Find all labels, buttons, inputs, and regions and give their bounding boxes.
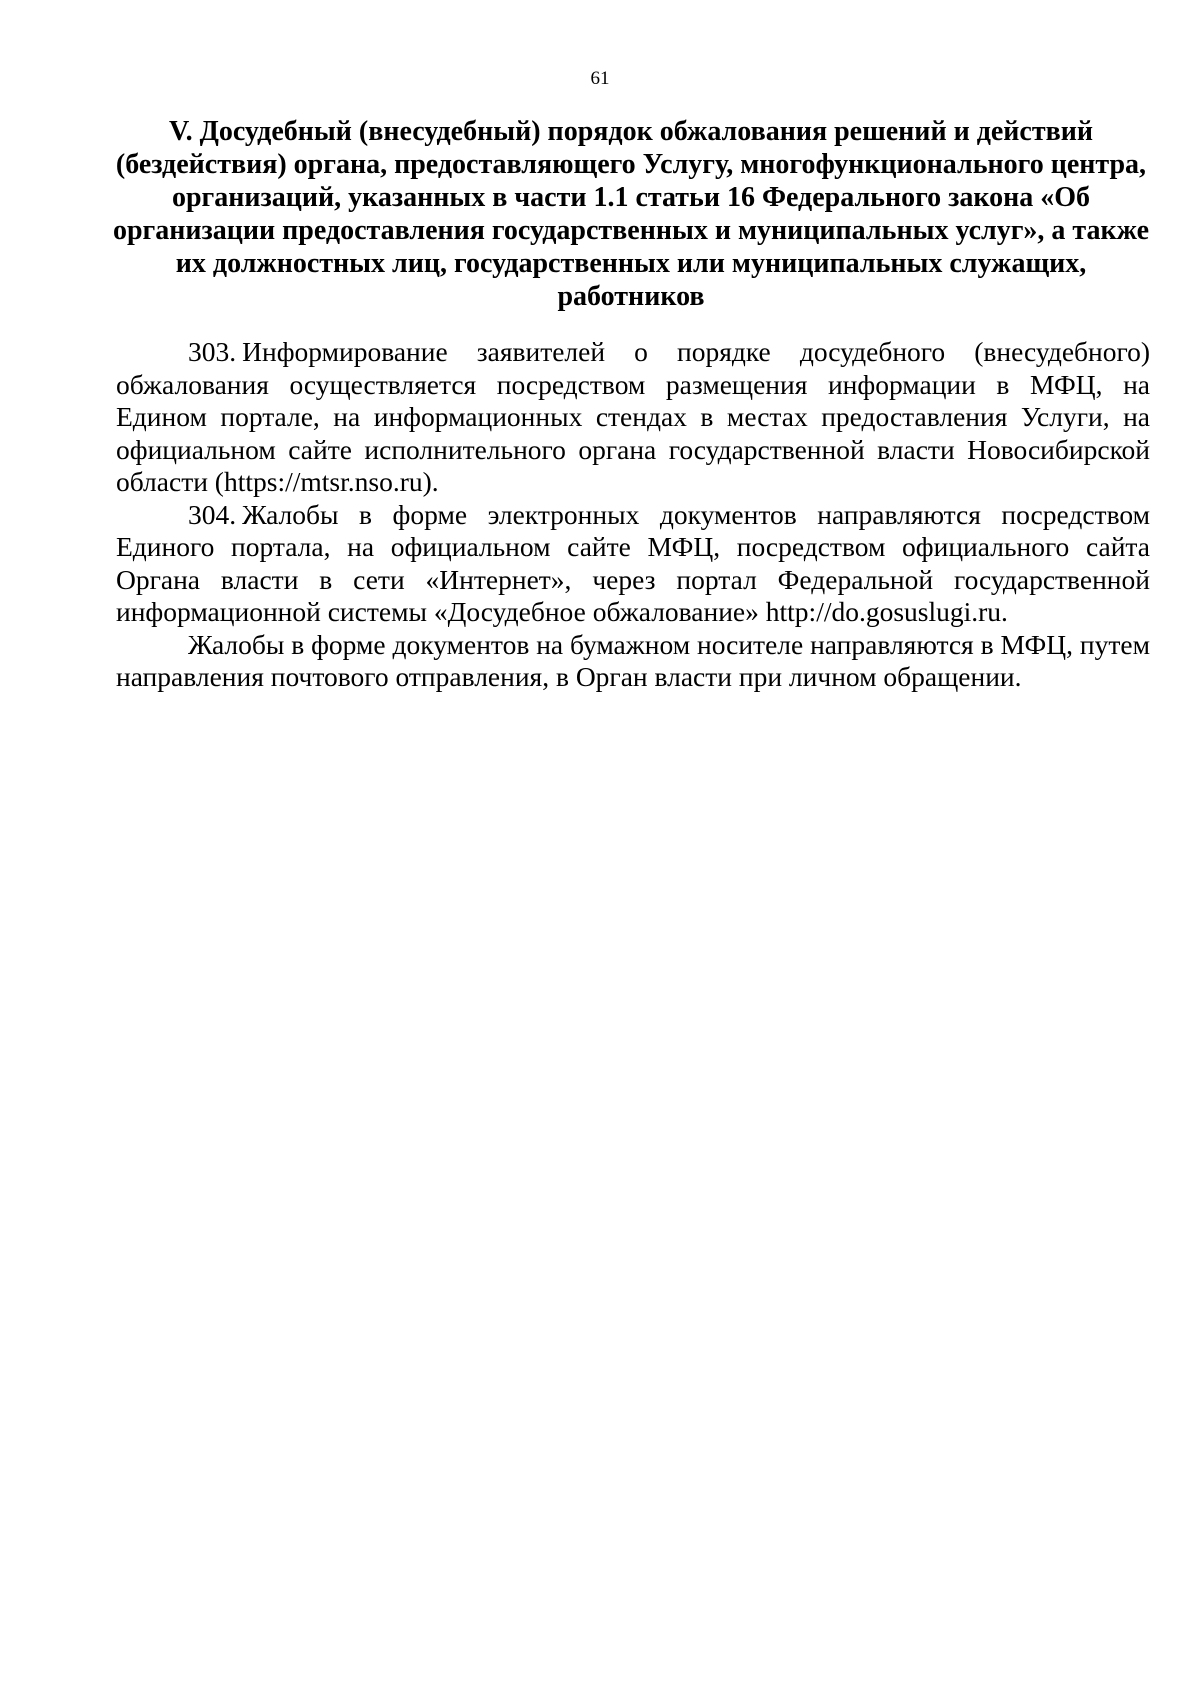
page-number: 61 — [590, 68, 610, 89]
document-body — [116, 336, 1150, 694]
section-heading: V. Досудебный (внесудебный) порядок обжалования решений и действий (бездействия) органа, предоставляющего Услугу, многофункционального центра, организаций, указанных в части 1.1 статьи 16 Федерального закона «Об организации предоставления государственных и муниципальных услуг», а также их должностных лиц, государственных или муниципальных служащих, работников — [112, 116, 1150, 312]
paragraph-text: Жалобы в форме документов на бумажном носителе направляются в МФЦ, путем направления почтового отправления, в Орган власти при личном обращении. — [116, 628, 1150, 692]
paragraph-number: 304. — [188, 498, 237, 530]
paragraph-303 — [116, 336, 1150, 499]
paragraph-text: Жалобы в форме электронных документов направляются посредством Единого портала, на официальном сайте МФЦ, посредством официального сайта Органа власти в сети «Интернет», через портал Федеральной государственной информационной системы «Досудебное обжалование» http://do.gosuslugi.ru. — [116, 498, 1150, 627]
paragraph-304 — [116, 499, 1150, 629]
paragraph-text: Информирование заявителей о порядке досудебного (внесудебного) обжалования осуществляется посредством размещения информации в МФЦ, на Едином портале, на информационных стендах в местах предоставления Услуги, на официальном сайте исполнительного органа государственной власти Новосибирской области (https://mtsr.nso.ru). — [116, 336, 1150, 497]
paragraph-number: 303. — [188, 336, 237, 367]
paragraph-paper-complaints — [116, 629, 1150, 694]
